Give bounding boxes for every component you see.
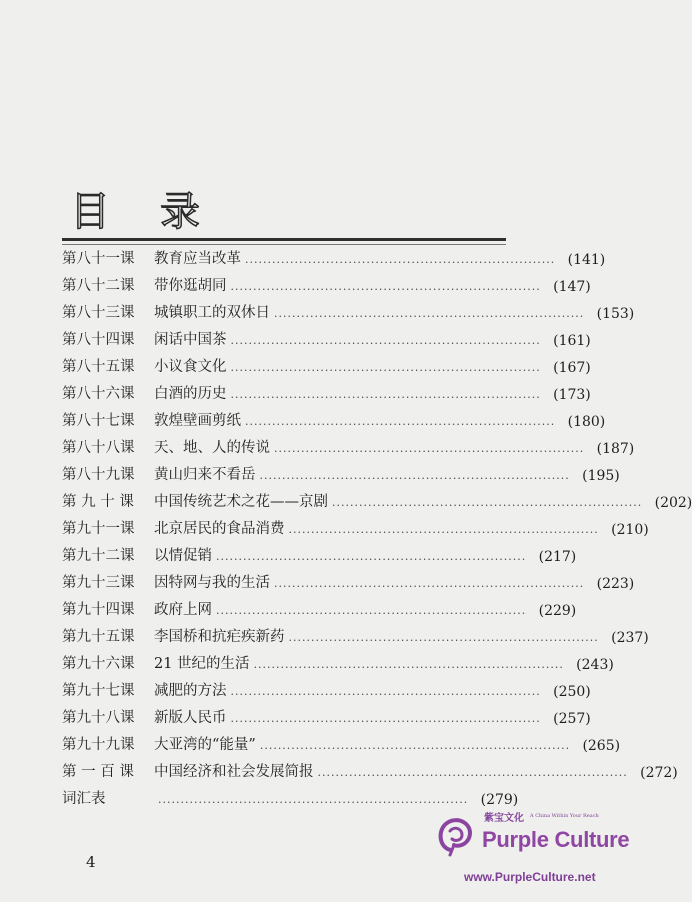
lesson-number: 第八十六课	[62, 386, 135, 403]
lesson-title: 教育应当改革	[154, 251, 241, 268]
page-reference: (279)	[480, 791, 519, 808]
purple-culture-watermark	[432, 808, 630, 884]
lesson-title: 城镇职工的双休日	[154, 305, 270, 322]
toc-row	[62, 624, 649, 651]
dot-leader: ·····································································	[245, 418, 556, 431]
dot-leader: ·····································································	[332, 499, 643, 512]
lesson-title: 因特网与我的生活	[154, 575, 270, 592]
dot-leader: ·····································································	[317, 769, 628, 782]
lesson-title: 闲话中国茶	[154, 332, 227, 349]
lesson-title: 政府上网	[154, 602, 212, 619]
lesson-number: 第九十五课	[62, 629, 135, 646]
contents-title	[62, 189, 506, 246]
lesson-title: 北京居民的食品消费	[154, 521, 285, 538]
lesson-number: 第九十八课	[62, 710, 135, 727]
lesson-title: 中国经济和社会发展简报	[154, 764, 314, 781]
dot-leader: ·····································································	[245, 256, 556, 269]
dot-leader: ·····································································	[259, 472, 570, 485]
dot-leader: ·····································································	[288, 634, 599, 647]
lesson-number: 第九十二课	[62, 548, 135, 565]
toc-row	[62, 462, 620, 489]
title-rule-thick	[62, 238, 506, 241]
lesson-title: 以情促销	[154, 548, 212, 565]
contents-title-char: 目	[70, 189, 110, 235]
toc-row	[62, 300, 635, 327]
toc-row	[62, 516, 649, 543]
page-reference: (202)	[654, 494, 692, 511]
lesson-title: 21 世纪的生活	[154, 656, 250, 673]
lesson-title: 天、地、人的传说	[154, 440, 270, 457]
dot-leader: ·····································································	[230, 715, 541, 728]
page-reference: (187)	[596, 440, 635, 457]
brand-chinese-name: 紫宝文化	[484, 813, 524, 824]
table-of-contents	[62, 246, 692, 813]
lesson-number: 第九十三课	[62, 575, 135, 592]
toc-row	[62, 246, 606, 273]
lesson-number: 第九十一课	[62, 521, 135, 538]
toc-row	[62, 597, 577, 624]
lesson-number: 第八十九课	[62, 467, 135, 484]
dot-leader: ·····································································	[288, 526, 599, 539]
lesson-title: 大亚湾的“能量”	[154, 737, 256, 754]
page-reference: (217)	[538, 548, 577, 565]
dot-leader: ·····································································	[158, 796, 469, 809]
page-reference: (147)	[553, 278, 591, 295]
lesson-number: 第八十八课	[62, 440, 135, 457]
toc-row	[62, 732, 621, 759]
dot-leader: ·····································································	[274, 445, 585, 458]
toc-row	[62, 327, 591, 354]
lesson-number: 第八十五课	[62, 359, 135, 376]
toc-row	[62, 435, 635, 462]
dot-leader: ·····································································	[230, 283, 541, 296]
page-reference: (161)	[553, 332, 591, 349]
lesson-number: 第八十三课	[62, 305, 135, 322]
lesson-number: 词汇表	[62, 791, 106, 808]
toc-row	[62, 705, 591, 732]
lesson-number: 第八十七课	[62, 413, 135, 430]
page-reference: (223)	[596, 575, 635, 592]
page-reference: (265)	[582, 737, 621, 754]
lesson-number: 第八十一课	[62, 251, 135, 268]
page-reference: (153)	[596, 305, 635, 322]
dot-leader: ·····································································	[216, 607, 527, 620]
dot-leader: ·····································································	[230, 364, 541, 377]
page-reference: (257)	[553, 710, 591, 727]
dot-leader: ·····································································	[253, 661, 564, 674]
lesson-title: 敦煌壁画剪纸	[154, 413, 241, 430]
brand-tagline: A China Within Your Reach	[530, 813, 599, 819]
toc-row	[62, 273, 591, 300]
toc-row	[62, 381, 591, 408]
lesson-number: 第八十二课	[62, 278, 135, 295]
page-reference: (141)	[567, 251, 606, 268]
title-rule-thin	[62, 244, 506, 245]
dot-leader: ·····································································	[230, 337, 541, 350]
toc-row	[62, 489, 692, 516]
lesson-title: 减肥的方法	[154, 683, 227, 700]
page-reference: (237)	[611, 629, 649, 646]
dot-leader: ·····································································	[216, 553, 527, 566]
dot-leader: ·····································································	[230, 688, 541, 701]
toc-row	[62, 570, 635, 597]
page-reference: (229)	[538, 602, 577, 619]
lesson-number: 第 一 百 课	[62, 764, 134, 781]
brand-url: www.PurpleCulture.net	[464, 870, 596, 884]
page-reference: (195)	[582, 467, 620, 484]
dot-leader: ·····································································	[259, 742, 571, 755]
page-reference: (250)	[553, 683, 591, 700]
lesson-number: 第 九 十 课	[62, 494, 134, 511]
lesson-number: 第九十六课	[62, 656, 135, 673]
lesson-title: 白酒的历史	[154, 386, 227, 403]
dot-leader: ·····································································	[274, 580, 585, 593]
lesson-number: 第九十七课	[62, 683, 135, 700]
toc-row	[62, 408, 606, 435]
toc-row	[62, 354, 591, 381]
page-reference: (272)	[640, 764, 678, 781]
toc-row	[62, 678, 591, 705]
page-number: 4	[86, 853, 96, 871]
page-reference: (243)	[576, 656, 614, 673]
page-reference: (167)	[553, 359, 591, 376]
page-reference: (180)	[567, 413, 606, 430]
lesson-number: 第九十九课	[62, 737, 135, 754]
lesson-title: 中国传统艺术之花——京剧	[154, 494, 328, 511]
contents-title-char: 录	[160, 189, 200, 235]
lesson-title: 带你逛胡同	[154, 278, 227, 295]
lesson-title: 李国桥和抗疟疾新药	[154, 629, 285, 646]
lesson-title: 新版人民币	[154, 710, 227, 727]
brand-name: Purple Culture	[482, 827, 630, 852]
purple-culture-logo-icon	[432, 814, 480, 858]
dot-leader: ·····································································	[274, 310, 585, 323]
page-reference: (210)	[611, 521, 649, 538]
lesson-number: 第九十四课	[62, 602, 135, 619]
lesson-title: 黄山归来不看岳	[154, 467, 256, 484]
toc-row	[62, 651, 614, 678]
toc-row	[62, 543, 577, 570]
page-reference: (173)	[553, 386, 591, 403]
dot-leader: ·····································································	[230, 391, 541, 404]
lesson-number: 第八十四课	[62, 332, 135, 349]
lesson-title: 小议食文化	[154, 359, 227, 376]
toc-row	[62, 759, 678, 786]
